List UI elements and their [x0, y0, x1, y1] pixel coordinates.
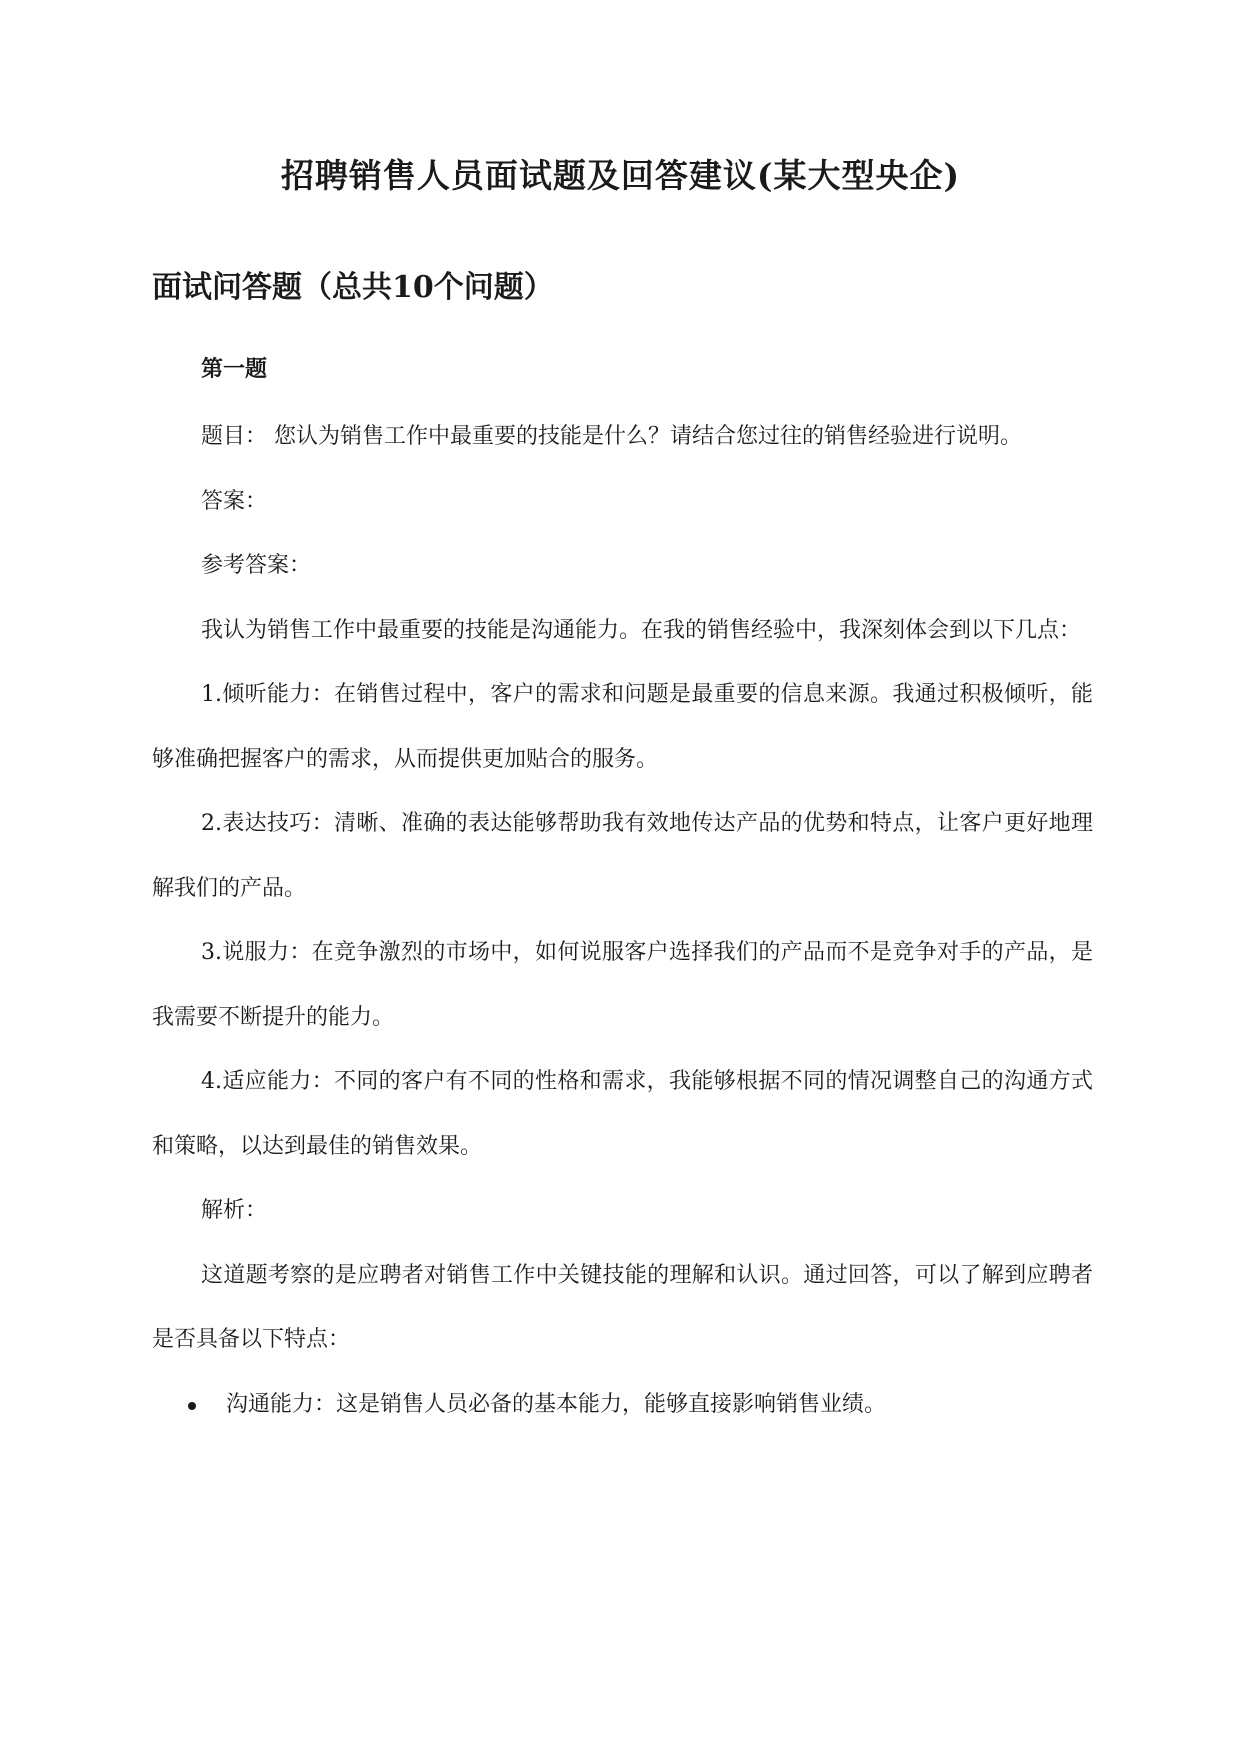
analysis-paragraph: 这道题考察的是应聘者对销售工作中关键技能的理解和认识。通过回答，可以了解到应聘者是否具备以下特点：	[152, 1262, 1093, 1352]
reference-answer-label: 参考答案：	[201, 553, 312, 578]
analysis-bullet-list	[152, 1373, 1093, 1438]
answer-point-1: 1.倾听能力：在销售过程中，客户的需求和问题是最重要的信息来源。我通过积极倾听，能够准确把握客户的需求，从而提供更加贴合的服务。	[152, 682, 1093, 772]
answer-point-4: 4.适应能力：不同的客户有不同的性格和需求，我能够根据不同的情况调整自己的沟通方式和策略，以达到最佳的销售效果。	[152, 1069, 1093, 1159]
answer-point-3: 3.说服力：在竞争激烈的市场中，如何说服客户选择我们的产品而不是竞争对手的产品，是我需要不断提升的能力。	[152, 940, 1093, 1030]
answer-intro-paragraph: 我认为销售工作中最重要的技能是沟通能力。在我的销售经验中，我深刻体会到以下几点：	[201, 617, 1082, 643]
question-prompt: 题目： 您认为销售工作中最重要的技能是什么？请结合您过往的销售经验进行说明。	[201, 424, 1022, 449]
section-heading: 面试问答题（总共10个问题）	[152, 270, 554, 305]
bullet-text: 沟通能力：这是销售人员必备的基本能力，能够直接影响销售业绩。	[226, 1391, 887, 1417]
analysis-label: 解析：	[201, 1198, 268, 1223]
answer-point-2: 2.表达技巧：清晰、准确的表达能够帮助我有效地传达产品的优势和特点，让客户更好地理解我们的产品。	[152, 811, 1093, 901]
document-body	[152, 405, 1093, 1437]
list-item	[152, 1373, 1093, 1438]
document-title: 招聘销售人员面试题及回答建议(某大型央企)	[280, 156, 961, 195]
question-number: 第一题	[201, 356, 268, 382]
answer-label: 答案：	[201, 488, 268, 514]
bullet-icon	[188, 1402, 196, 1410]
